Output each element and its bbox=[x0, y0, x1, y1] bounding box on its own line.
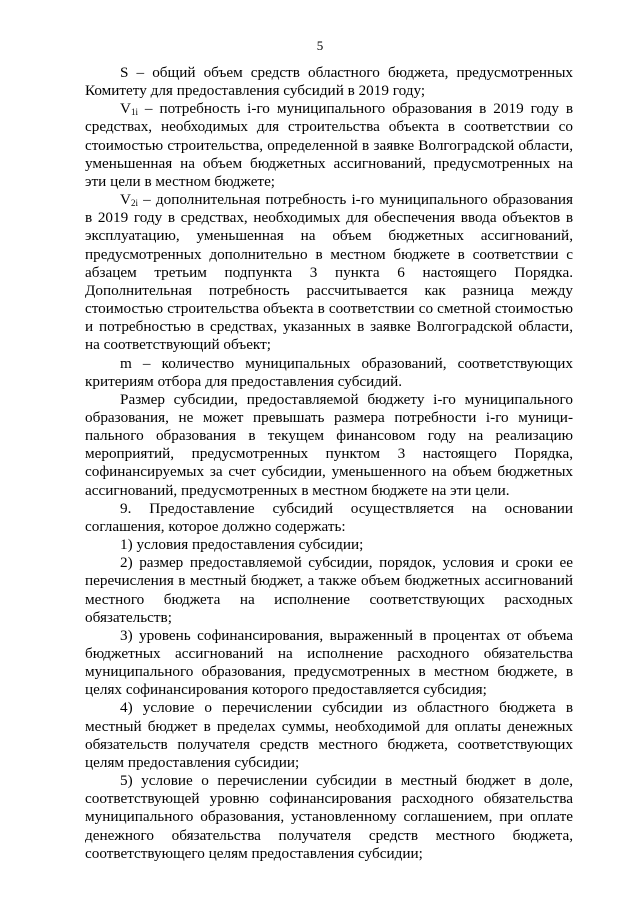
list-item-4: 4) условие о перечислении субсидии из областного бюджета в местный бюджет в пределах суммы, необходимой для оплаты денежных обязательств получателя средств местного бюджета, соответствующих целям предоставления субсидии; bbox=[85, 699, 573, 771]
paragraph-clause-9: 9. Предоставление субсидий осуществляется на основании соглашения, которое должно содержать: bbox=[85, 499, 573, 535]
paragraph-v2-definition: $V_{2i}$ – дополнительная потребность i-го муниципального образования в 2019 году в средствах, необходимых для обеспечения ввода объектов в эксплуатацию, уменьшенная на объем бюджетных ассигнований, предусмотренных дополнительно в местном бюджете в соответствии с абзацем третьим подпункта 3 пункта 6 настоящего Порядка. Дополнительная потребность рассчитывается как разница между стоимостью строительства объекта в соответствии со сметной стоимостью и потребностью в средствах, указанных в заявке Волгоградской области, на соответствующий объект; bbox=[85, 191, 574, 354]
list-item-1: 1) условия предоставления субсидии; bbox=[120, 536, 364, 554]
page-number: 5 bbox=[316, 38, 324, 53]
document-body bbox=[85, 64, 573, 863]
paragraph-m-definition: m – количество муниципальных образований, соответствующих критериям отбора для предоставления субсидий. bbox=[85, 354, 573, 390]
list-item-3: 3) уровень софинансирования, выраженный в процентах от объема бюджетных ассигнований на исполнение расходного обязательства муниципального образования, предусмотренных в местном бюджете, в целях софинансирования которого предоставляется субсидия; bbox=[85, 626, 573, 699]
paragraph-v1-definition: $V_{1i}$ – потребность i-го муниципального образования в 2019 году в средствах, необходимых для строительства объекта в соответствии со стоимостью строительства, определенной в заявке Волгоградской области, уменьшенная на объем бюджетных ассигнований, предусмотренных на эти цели в местном бюджете; bbox=[85, 100, 574, 190]
paragraph-s-definition: S – общий объем средств областного бюджета, предусмотренных Комитету для предоставления субсидий в 2019 году; bbox=[85, 64, 573, 100]
paragraph-subsidy-size: Размер субсидии, предоставляемой бюджету i-го муниципального образования, не может превышать размера потребности i-го муниципального образования в текущем финансовом году на реализацию мероприятий, предусмотренных пунктом 3 настоящего Порядка, софинансируемых за счет субсидии, уменьшенного на объем бюджетных ассигнований, предусмотренных в местном бюджете на эти цели. bbox=[85, 390, 573, 499]
list-item-2: 2) размер предоставляемой субсидии, порядок, условия и сроки ее перечисления в местный бюджет, а также объем бюджетных ассигнований местного бюджета на исполнение соответствующих расходных обязательств; bbox=[85, 554, 573, 626]
list-item-5: 5) условие о перечислении субсидии в местный бюджет в доле, соответствующей уровню софинансирования расходного обязательства муниципального образования, установленному соглашением, при оплате денежного обязательства получателя средств местного бюджета, соответствующего целям предоставления субсидии; bbox=[85, 772, 573, 862]
